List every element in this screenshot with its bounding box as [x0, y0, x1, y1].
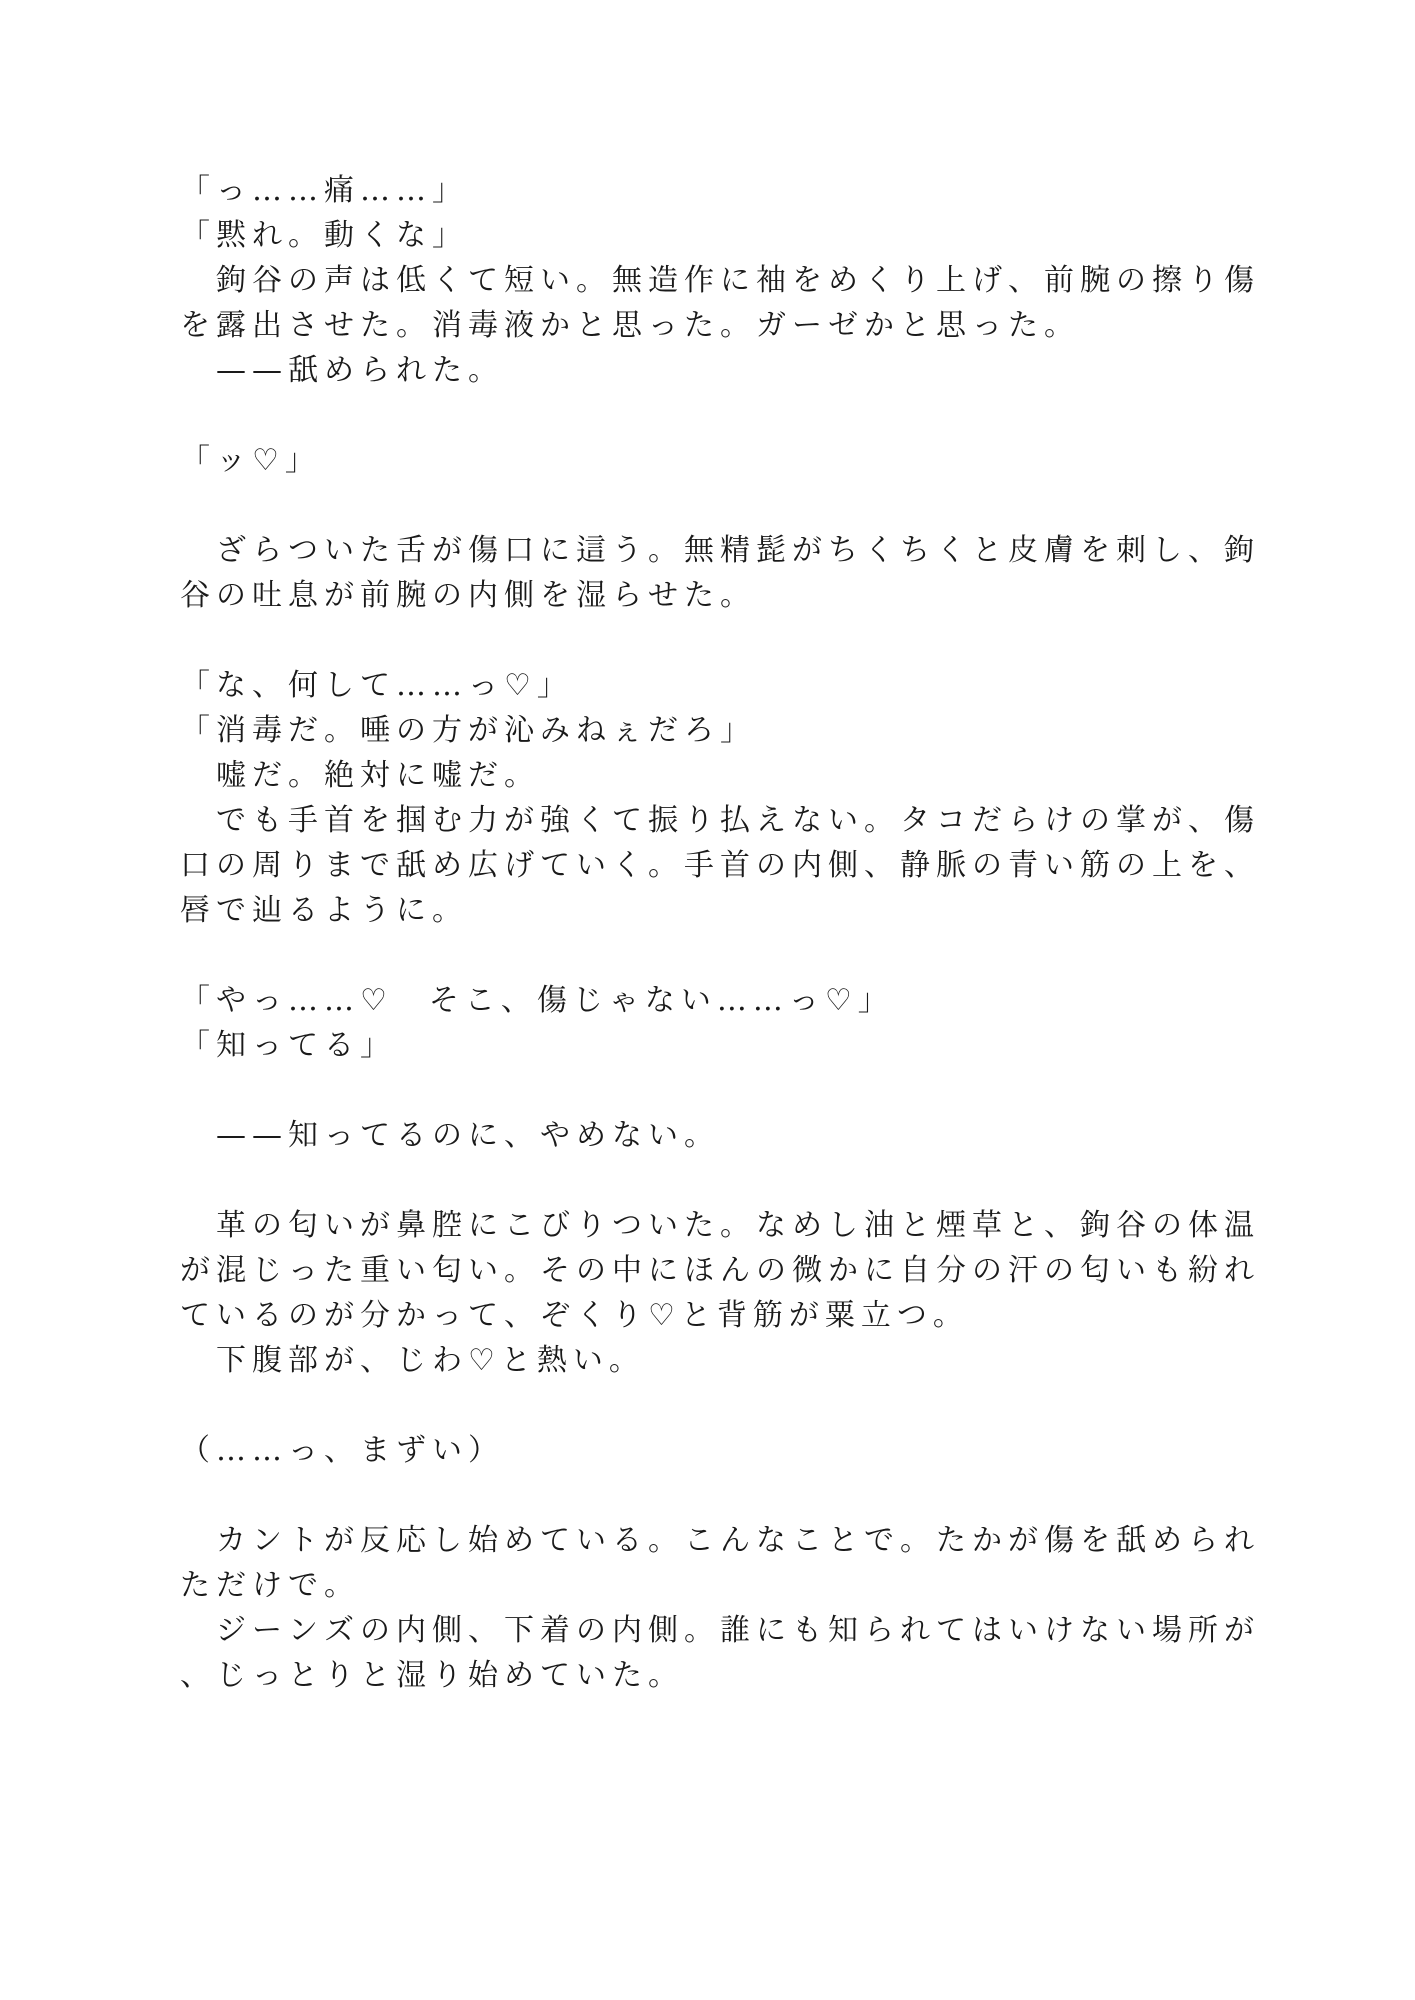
body-text: [180, 168, 1295, 1698]
text-line-blank: [180, 393, 1295, 438]
text-line: ジーンズの内側、下着の内側。誰にも知られてはいけない場所が: [180, 1613, 1260, 1648]
text-line-blank: [180, 618, 1295, 663]
text-line-blank: [180, 1473, 1295, 1518]
text-line: 「黙れ。動くな」: [180, 218, 468, 253]
text-line: カントが反応し始めている。こんなことで。たかが傷を舐められ: [180, 1523, 1260, 1558]
text-line-blank: [180, 1068, 1295, 1113]
text-line: 「ッ♡」: [180, 443, 321, 478]
text-line: 「知ってる」: [180, 1028, 396, 1063]
text-line: が混じった重い匂い。その中にほんの微かに自分の汗の匂いも紛れ: [180, 1253, 1260, 1288]
text-line-blank: [180, 483, 1295, 528]
text-line: 「な、何して……っ♡」: [180, 668, 573, 703]
text-line-blank: [180, 933, 1295, 978]
text-line: 「っ……痛……」: [180, 173, 468, 208]
text-line: ——知ってるのに、やめない。: [180, 1118, 720, 1153]
text-line: 「やっ……♡ そこ、傷じゃない……っ♡」: [180, 983, 894, 1018]
text-line: ただけで。: [180, 1568, 360, 1603]
text-line: ているのが分かって、ぞくり♡と背筋が粟立つ。: [180, 1298, 969, 1333]
text-line: を露出させた。消毒液かと思った。ガーゼかと思った。: [180, 308, 1080, 343]
text-line: ——舐められた。: [180, 353, 504, 388]
text-line: 革の匂いが鼻腔にこびりついた。なめし油と煙草と、鉤谷の体温: [180, 1208, 1260, 1243]
text-line: （……っ、まずい）: [180, 1433, 504, 1468]
text-line: ざらついた舌が傷口に這う。無精髭がちくちくと皮膚を刺し、鉤: [180, 533, 1260, 568]
text-line: 鉤谷の声は低くて短い。無造作に袖をめくり上げ、前腕の擦り傷: [180, 263, 1260, 298]
text-line: でも手首を掴む力が強くて振り払えない。タコだらけの掌が、傷: [180, 803, 1260, 838]
text-line-blank: [180, 1158, 1295, 1203]
text-line: 下腹部が、じわ♡と熱い。: [180, 1343, 645, 1378]
text-line: 口の周りまで舐め広げていく。手首の内側、静脈の青い筋の上を、: [180, 848, 1260, 883]
text-line: 谷の吐息が前腕の内側を湿らせた。: [180, 578, 756, 613]
text-line: 唇で辿るように。: [180, 893, 468, 928]
text-line: 、じっとりと湿り始めていた。: [180, 1658, 684, 1693]
text-line-blank: [180, 1383, 1295, 1428]
text-line: 嘘だ。絶対に嘘だ。: [180, 758, 540, 793]
text-line: 「消毒だ。唾の方が沁みねぇだろ」: [180, 713, 756, 748]
